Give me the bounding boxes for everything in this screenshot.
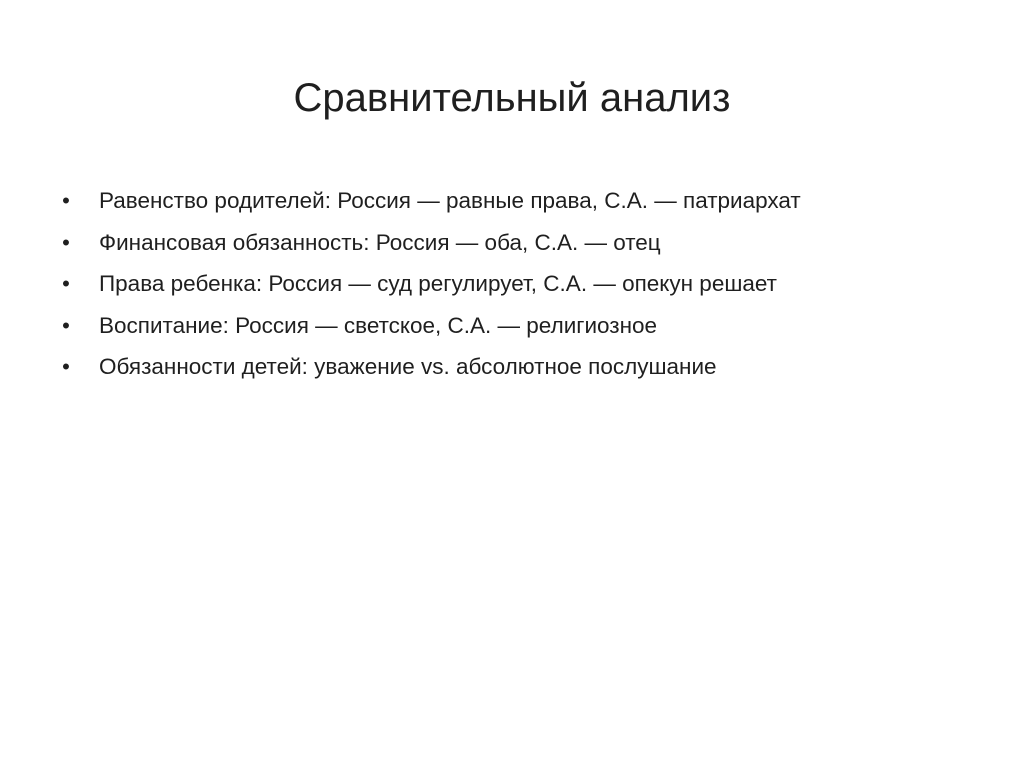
bullet-text: Обязанности детей: уважение vs. абсолютное послушание	[99, 354, 717, 379]
slide-title: Сравнительный анализ	[293, 76, 731, 120]
bullet-text: Воспитание: Россия — светское, С.А. — религиозное	[99, 312, 658, 338]
bullet-icon: •	[62, 229, 70, 255]
list-item	[60, 305, 960, 347]
bullet-text: Равенство родителей: Россия — равные права, С.А. — патриархат	[99, 188, 801, 213]
bullet-list	[60, 180, 960, 388]
bullet-icon: •	[62, 354, 70, 379]
bullet-icon: •	[62, 271, 70, 296]
bullet-icon: •	[62, 188, 70, 213]
bullet-icon: •	[62, 312, 70, 338]
bullet-text: Финансовая обязанность: Россия — оба, С.А. — отец	[99, 229, 661, 255]
list-item	[60, 346, 960, 388]
bullet-text: Права ребенка: Россия — суд регулирует, С.А. — опекун решает	[99, 271, 777, 296]
list-item	[60, 222, 960, 264]
list-item	[60, 263, 960, 305]
list-item	[60, 180, 960, 222]
